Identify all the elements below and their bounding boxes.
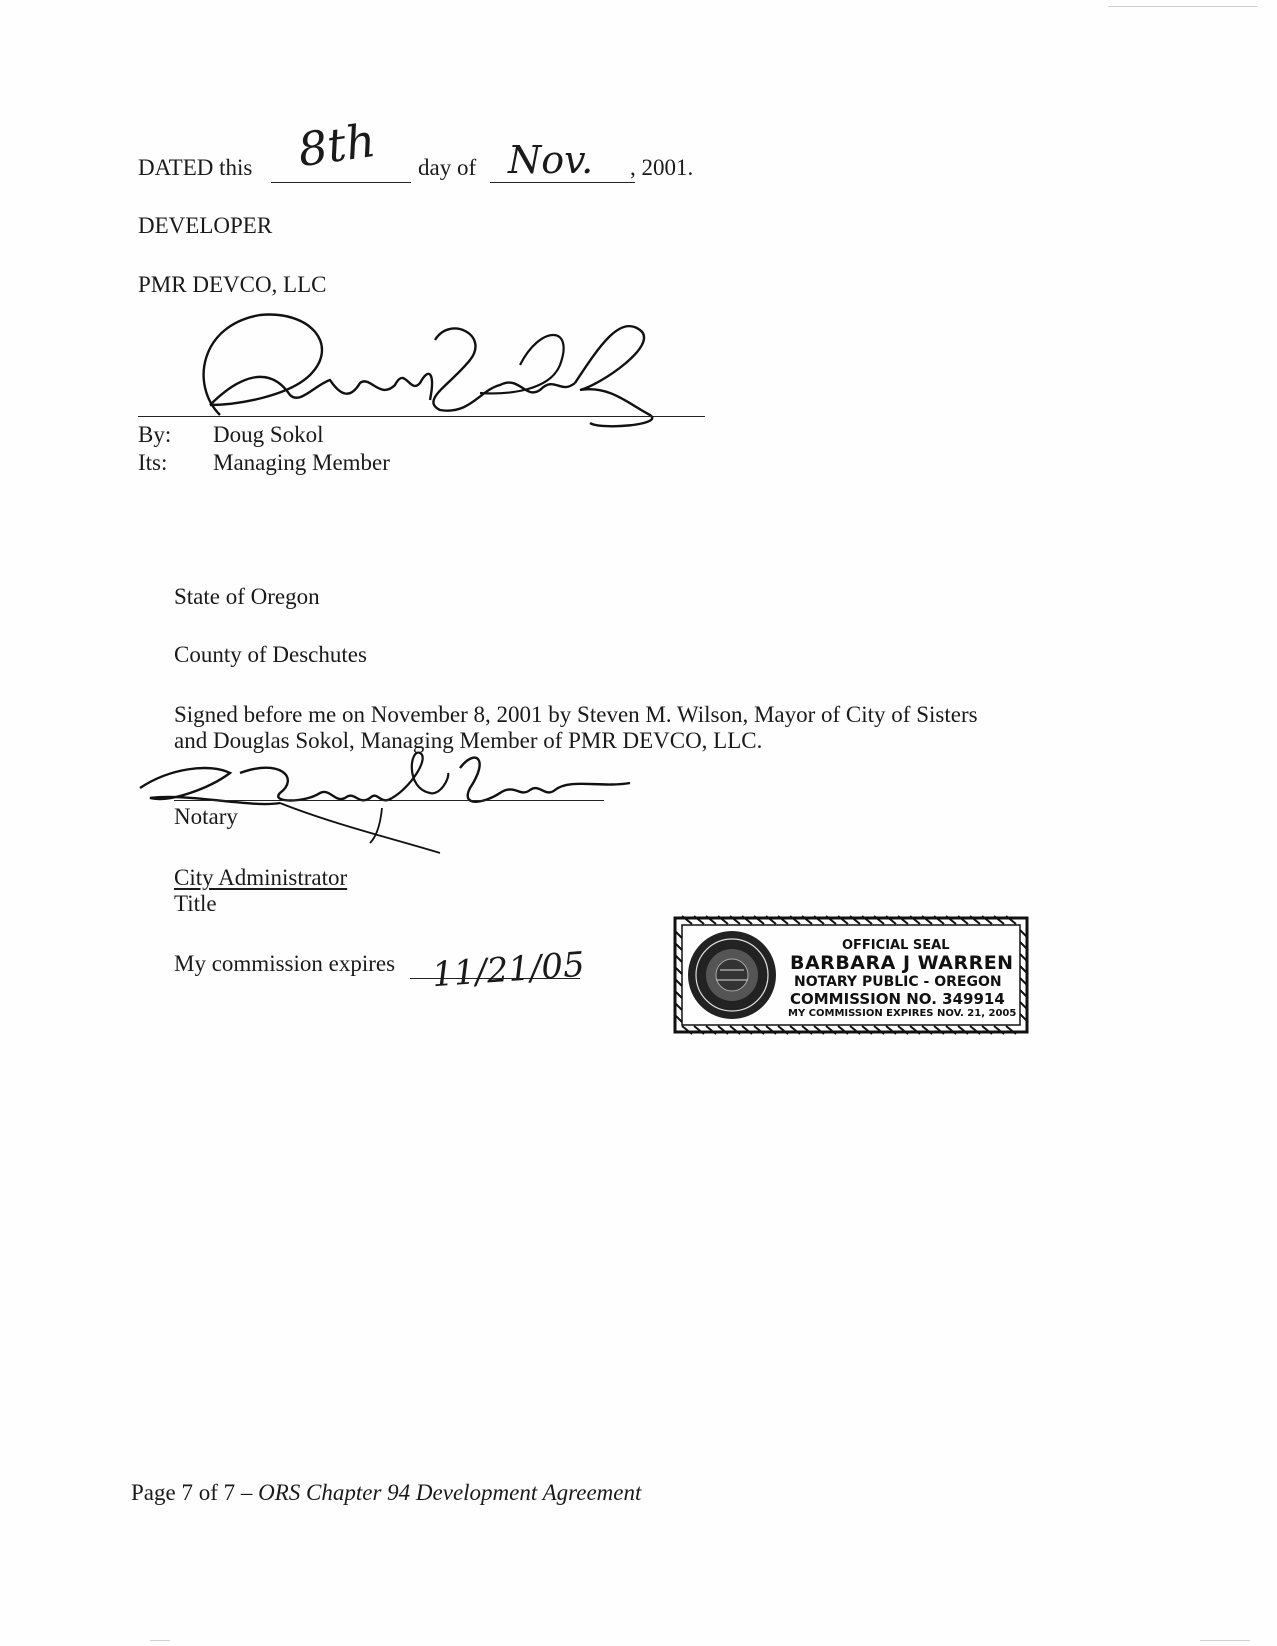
notary-signature-line xyxy=(174,800,604,801)
seal-line5: MY COMMISSION EXPIRES NOV. 21, 2005 xyxy=(788,1008,1017,1019)
page-footer xyxy=(131,1480,641,1506)
month-handwritten: Nov. xyxy=(508,138,594,182)
company-name: PMR DEVCO, LLC xyxy=(138,272,327,297)
seal-line4: COMMISSION NO. 349914 xyxy=(790,990,1005,1008)
notary-label: Notary xyxy=(174,804,238,829)
footer-page: Page 7 of 7 – xyxy=(131,1480,253,1505)
developer-signature-line xyxy=(138,416,705,417)
scan-mark-bottom xyxy=(150,1640,170,1641)
footer-title: ORS Chapter 94 Development Agreement xyxy=(258,1480,642,1505)
commission-date-handwritten: 11/21/05 xyxy=(430,944,586,996)
dated-prefix: DATED this xyxy=(138,155,253,180)
day-blank xyxy=(271,182,411,183)
signer-name: Doug Sokol xyxy=(213,422,324,447)
notary-title-label: Title xyxy=(174,891,217,916)
seal-line1: OFFICIAL SEAL xyxy=(842,938,950,953)
developer-label: DEVELOPER xyxy=(138,213,273,238)
by-label: By: xyxy=(138,422,172,447)
dated-suffix: , 2001. xyxy=(630,155,694,180)
day-handwritten: 8th xyxy=(294,112,379,178)
scan-mark-top xyxy=(1108,6,1258,7)
notary-statement-line2: and Douglas Sokol, Managing Member of PMR DEVCO, LLC. xyxy=(174,728,763,753)
notary-title-value: City Administrator xyxy=(174,865,348,890)
notary-county: County of Deschutes xyxy=(174,642,367,667)
signer-role: Managing Member xyxy=(213,450,390,475)
its-label: Its: xyxy=(138,450,168,475)
notary-statement-line1: Signed before me on November 8, 2001 by Steven M. Wilson, Mayor of City of Sisters xyxy=(174,702,978,727)
official-seal-stamp xyxy=(672,910,1030,1040)
notary-state: State of Oregon xyxy=(174,584,320,609)
seal-line2: BARBARA J WARREN xyxy=(790,952,1014,974)
commission-label: My commission expires xyxy=(174,951,396,976)
month-blank xyxy=(490,182,635,183)
scan-mark-bottom-right xyxy=(1200,1640,1250,1641)
seal-line3: NOTARY PUBLIC - OREGON xyxy=(794,974,1002,990)
notary-signature xyxy=(130,748,670,858)
dated-middle: day of xyxy=(418,155,477,180)
